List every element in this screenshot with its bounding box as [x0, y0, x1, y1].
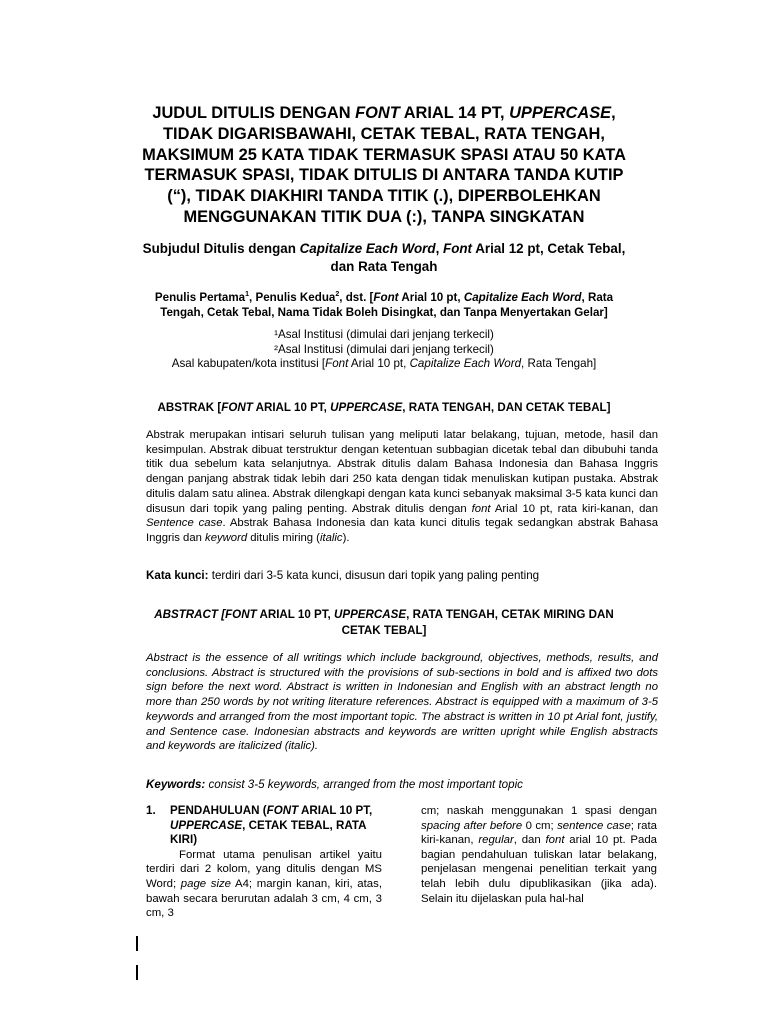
- keywords-line: [146, 777, 658, 792]
- body-text: Abstrak merupakan intisari seluruh tulisan yang meliputi latar belakang, tujuan, metode, hasil dan kesimpulan. Abstrak dibuat terstruktur dengan ketentuan subbagian dicetak tebal dan dibubuhi tanda titik dua sebelum kata selanjutnya. Abstrak ditulis dalam Bahasa Indonesia dan Bahasa Inggris dengan panjang abstrak tidak lebih dari 250 kata dengan tidak menuliskan kutipan pustaka. Abstrak ditulis dalam satu alinea. Abstrak dilengkapi dengan kata kunci sebanyak maksimal 3-5 kata kunci dan disusun dari topik yang paling penting. Abstrak ditulis dengan: [146, 429, 658, 515]
- affiliation-2: ²Asal Institusi (dimulai dari jenjang terkecil): [274, 342, 494, 356]
- section-number: 1.: [146, 804, 156, 817]
- kata-kunci-label: Kata kunci:: [146, 569, 209, 582]
- column-right: [421, 804, 657, 906]
- heading-text: ABSTRACT [: [154, 608, 226, 621]
- subtitle-text: Subjudul Ditulis dengan: [142, 241, 300, 256]
- para-text: Format utama penulisan artikel yaitu terdiri dari 2 kolom, yang ditulis dengan MS Word;: [146, 848, 382, 890]
- para-italic: spacing after before: [421, 819, 523, 832]
- affil-text: Arial 10 pt,: [348, 357, 410, 371]
- para-italic: sentence case: [557, 819, 631, 832]
- title-text: , TIDAK DIGARISBAWAHI, CETAK TEBAL, RATA TENGAH, MAKSIMUM 25 KATA TIDAK TERMASUK SPASI ATAU 50 KATA TERMASUK SPASI, TIDAK DITULIS DI ANTARA TANDA KUTIP (“), TIDAK DIAKHIRI TANDA TITIK (.), DIPERBOLEHKAN MENGGUNAKAN TITIK DUA (:), TANPA SINGKATAN: [142, 104, 626, 226]
- para-italic: regular: [478, 834, 514, 847]
- subtitle-text: ,: [435, 241, 444, 256]
- author-first: Penulis Pertama: [154, 290, 246, 304]
- title-text: ARIAL 14 PT,: [399, 104, 510, 122]
- author-text: Arial 10 pt,: [398, 290, 464, 304]
- subtitle-italic: Capitalize Each Word: [299, 241, 436, 256]
- affiliations: [140, 328, 628, 372]
- affil-text: , Rata Tengah]: [521, 357, 597, 371]
- body-text: ditulis miring (: [247, 531, 320, 544]
- author-text: , dst. [: [339, 290, 374, 304]
- body-italic: keyword: [205, 531, 248, 544]
- body-text: . Abstrak Bahasa Indonesia dan kata kunci ditulis tegak sedangkan abstrak Bahasa Inggris dan: [146, 517, 658, 544]
- abstract-body: Abstract is the essence of all writings which include background, objectives, methods, results, and conclusions. Abstract is structured with the provisions of sub-sections in bold and is affixed two dots sign before the next word. Abstract is written in Indonesian and English with an abstract length no more than 250 words by not writing literature references. Abstract is equipped with a maximum of 3-5 keywords and arranged from the most important topic. The abstract is written in 10 pt Arial font, justify, and Sentence case. Indonesian abstracts and keywords are written upright while English abstracts and keywords are italicized (italic).: [146, 652, 658, 753]
- abstrak-heading: [140, 400, 628, 416]
- heading-italic: FONT: [225, 608, 257, 621]
- kata-kunci-line: [146, 568, 658, 583]
- keywords-text: consist 3-5 keywords, arranged from the most important topic: [205, 778, 523, 791]
- affil-italic: Capitalize Each Word: [409, 357, 522, 371]
- para-text: , dan: [513, 834, 546, 847]
- title-italic-uppercase: UPPERCASE: [509, 104, 612, 122]
- section-paragraph-right: [421, 804, 657, 906]
- affiliation-location: [140, 357, 628, 372]
- heading-text: ARIAL 10 PT,: [256, 608, 334, 621]
- para-text: 0 cm;: [522, 819, 558, 832]
- body-italic: font: [471, 502, 491, 515]
- heading-italic: FONT: [221, 401, 253, 414]
- heading-text: , CETAK TEBAL, RATA KIRI): [170, 818, 367, 847]
- body-italic: italic: [319, 531, 343, 544]
- keywords-label: Keywords:: [146, 778, 206, 791]
- body-text: ).: [342, 531, 350, 544]
- para-italic: font: [545, 834, 565, 847]
- affil-text: Asal kabupaten/kota institusi [: [171, 357, 326, 371]
- para-text: ; rata kiri-kanan,: [421, 819, 657, 847]
- affil-italic: Font: [325, 357, 349, 371]
- para-italic: page size: [180, 877, 232, 890]
- heading-text: ABSTRAK [: [157, 401, 222, 414]
- text-cursor-mark: [136, 936, 138, 951]
- author-list: [140, 287, 628, 321]
- body-italic: Sentence case: [146, 517, 223, 530]
- title-text: JUDUL DITULIS DENGAN: [152, 104, 356, 122]
- paper-title: [138, 103, 630, 228]
- author-italic: Capitalize Each Word: [463, 290, 582, 304]
- title-italic-font: FONT: [355, 104, 400, 122]
- body-text: Arial 10 pt, rata kiri-kanan, dan: [490, 502, 658, 515]
- heading-text: , RATA TENGAH, DAN CETAK TEBAL]: [402, 401, 611, 414]
- paper-subtitle: [140, 240, 628, 276]
- kata-kunci-text: terdiri dari 3-5 kata kunci, disusun dari topik yang paling penting: [208, 569, 540, 582]
- author-second: , Penulis Kedua: [249, 290, 336, 304]
- subtitle-italic: Font: [443, 241, 473, 256]
- para-text: arial 10 pt. Pada bagian pendahuluan tuliskan latar belakang, penjelasan mengenai penelitian terkait yang telah lebih dulu dipublikasikan (jika ada). Selain itu dijelaskan pula hal-hal: [421, 834, 657, 905]
- subtitle-text: Arial 12 pt, Cetak Tebal, dan Rata Tengah: [330, 241, 626, 274]
- abstrak-body: [146, 428, 658, 546]
- para-text: A4; margin kanan, kiri, atas, bawah secara berurutan adalah 3 cm, 4 cm, 3 cm, 3: [146, 877, 382, 920]
- heading-italic: FONT: [266, 804, 299, 817]
- section-paragraph-left: [146, 848, 382, 921]
- author-italic: Font: [373, 290, 399, 304]
- abstract-heading: [140, 607, 628, 638]
- heading-italic: UPPERCASE: [170, 818, 243, 832]
- para-text: cm; naskah menggunakan 1 spasi dengan: [421, 805, 657, 817]
- author-sup: 1: [245, 291, 250, 298]
- section-heading-text: [170, 804, 382, 848]
- heading-text: ARIAL 10 PT,: [298, 804, 373, 817]
- heading-italic: UPPERCASE: [333, 608, 407, 621]
- author-text: , Rata Tengah, Cetak Tebal, Nama Tidak Boleh Disingkat, dan Tanpa Menyertakan Gelar]: [160, 290, 614, 320]
- heading-text: , RATA TENGAH, CETAK MIRING DAN CETAK TEBAL]: [341, 608, 614, 637]
- column-left: [146, 804, 382, 921]
- heading-text: PENDAHULUAN (: [170, 804, 267, 817]
- heading-text: ARIAL 10 PT,: [252, 401, 331, 414]
- text-cursor-mark: [136, 965, 138, 980]
- heading-italic: UPPERCASE: [330, 401, 403, 414]
- section-heading-pendahuluan: [146, 804, 382, 848]
- affiliation-1: ¹Asal Institusi (dimulai dari jenjang terkecil): [274, 328, 494, 341]
- author-sup: 2: [335, 291, 340, 298]
